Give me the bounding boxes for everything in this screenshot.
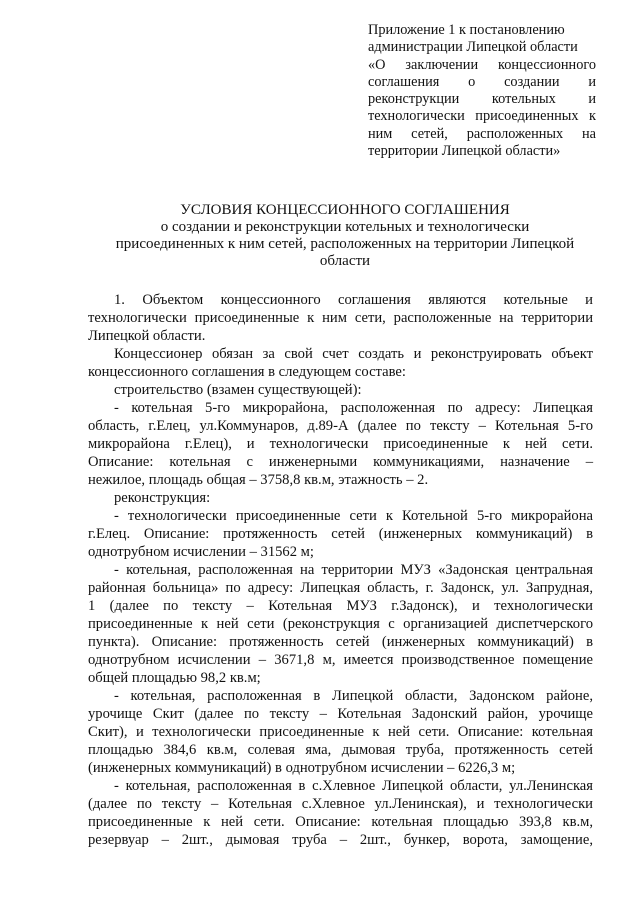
body-line: урочище Скит (далее по тексту – Котельная Задонский район, урочище bbox=[88, 706, 593, 722]
body-line: - котельная, расположенная в с.Хлевное Липецкой области, ул.Ленинская bbox=[114, 778, 593, 794]
body-line: - котельная, расположенная на территории МУЗ «Задонская центральная bbox=[114, 562, 593, 578]
appendix-line: территории Липецкой области» bbox=[368, 143, 561, 160]
body-line: область, г.Елец, ул.Коммунаров, д.89-А (далее по тексту – Котельная 5-го bbox=[88, 418, 593, 434]
body-line: присоединенные к ней сети (реконструкция с организацией диспетчерского bbox=[88, 616, 593, 632]
appendix-line: технологически присоединенных к bbox=[368, 108, 596, 125]
body-line: - технологически присоединенные сети к Котельной 5-го микрорайона bbox=[114, 508, 593, 524]
body-line: г.Елец. Описание: протяженность сетей (инженерных коммуникаций) в bbox=[88, 526, 593, 542]
body-line: площадью 384,6 кв.м, солевая яма, дымовая труба, протяженность сетей bbox=[88, 742, 593, 758]
body-line: строительство (взамен существующей): bbox=[114, 382, 362, 398]
body-line: - котельная, расположенная в Липецкой области, Задонском районе, bbox=[114, 688, 593, 704]
body-line: резервуар – 2шт., дымовая труба – 2шт., бункер, ворота, замощение, bbox=[88, 832, 593, 848]
body-line: - котельная 5-го микрорайона, расположенная по адресу: Липецкая bbox=[114, 400, 593, 416]
appendix-line: администрации Липецкой области bbox=[368, 39, 578, 56]
title-subline: присоединенных к ним сетей, расположенных на территории Липецкой bbox=[115, 236, 575, 252]
body-line: нежилое, площадь общая – 3758,8 кв.м, этажность – 2. bbox=[88, 472, 429, 488]
body-line: 1 (далее по тексту – Котельная МУЗ г.Задонск), и технологически bbox=[88, 598, 593, 614]
appendix-reference bbox=[368, 22, 596, 160]
body-line: однотрубном исчислении – 3671,8 м, имеется производственное помещение bbox=[88, 652, 593, 668]
body-line: присоединенные к ней сети. Описание: котельная площадью 393,8 кв.м, bbox=[88, 814, 593, 830]
appendix-line: ним сетей, расположенных на bbox=[368, 125, 596, 142]
body-line: 1. Объектом концессионного соглашения являются котельные и bbox=[114, 292, 593, 308]
body-line: технологически присоединенные к ним сети, расположенные на территории bbox=[88, 310, 593, 326]
body-line: реконструкция: bbox=[114, 490, 211, 506]
document-title bbox=[100, 202, 590, 270]
body-line: Липецкой области. bbox=[88, 328, 206, 344]
body-line: районная больница» по адресу: Липецкая область, г. Задонск, ул. Запрудная, bbox=[88, 580, 593, 596]
appendix-line: «О заключении концессионного bbox=[368, 56, 596, 73]
body-line: (инженерных коммуникаций) в однотрубном исчислении – 6226,3 м; bbox=[88, 760, 516, 776]
body-line: (далее по тексту – Котельная с.Хлевное ул.Ленинская), и технологически bbox=[88, 796, 593, 812]
body-line: Концессионер обязан за свой счет создать и реконструировать объект bbox=[114, 346, 593, 362]
appendix-line: Приложение 1 к постановлению bbox=[368, 22, 565, 38]
title-heading: УСЛОВИЯ КОНЦЕССИОННОГО СОГЛАШЕНИЯ bbox=[180, 202, 510, 218]
title-subline: области bbox=[319, 253, 371, 269]
body-line: общей площадью 98,2 кв.м; bbox=[88, 670, 261, 686]
body-line: микрорайона г.Елец), и технологически присоединенные к ней сети. bbox=[88, 436, 593, 452]
body-line: пункта). Описание: протяженность сетей (инженерных коммуникаций) в bbox=[88, 634, 593, 650]
appendix-line: соглашения о создании и bbox=[368, 73, 596, 90]
appendix-line: реконструкции котельных и bbox=[368, 91, 596, 108]
document-body bbox=[88, 291, 593, 849]
body-line: однотрубном исчислении – 31562 м; bbox=[88, 544, 314, 560]
body-line: Описание: котельная с инженерными коммуникациями, назначение – bbox=[88, 454, 593, 470]
body-line: концессионного соглашения в следующем составе: bbox=[88, 364, 406, 380]
title-subline: о создании и реконструкции котельных и технологически bbox=[160, 219, 530, 235]
body-line: Скит), и технологически присоединенные к ней сети. Описание: котельная bbox=[88, 724, 593, 740]
